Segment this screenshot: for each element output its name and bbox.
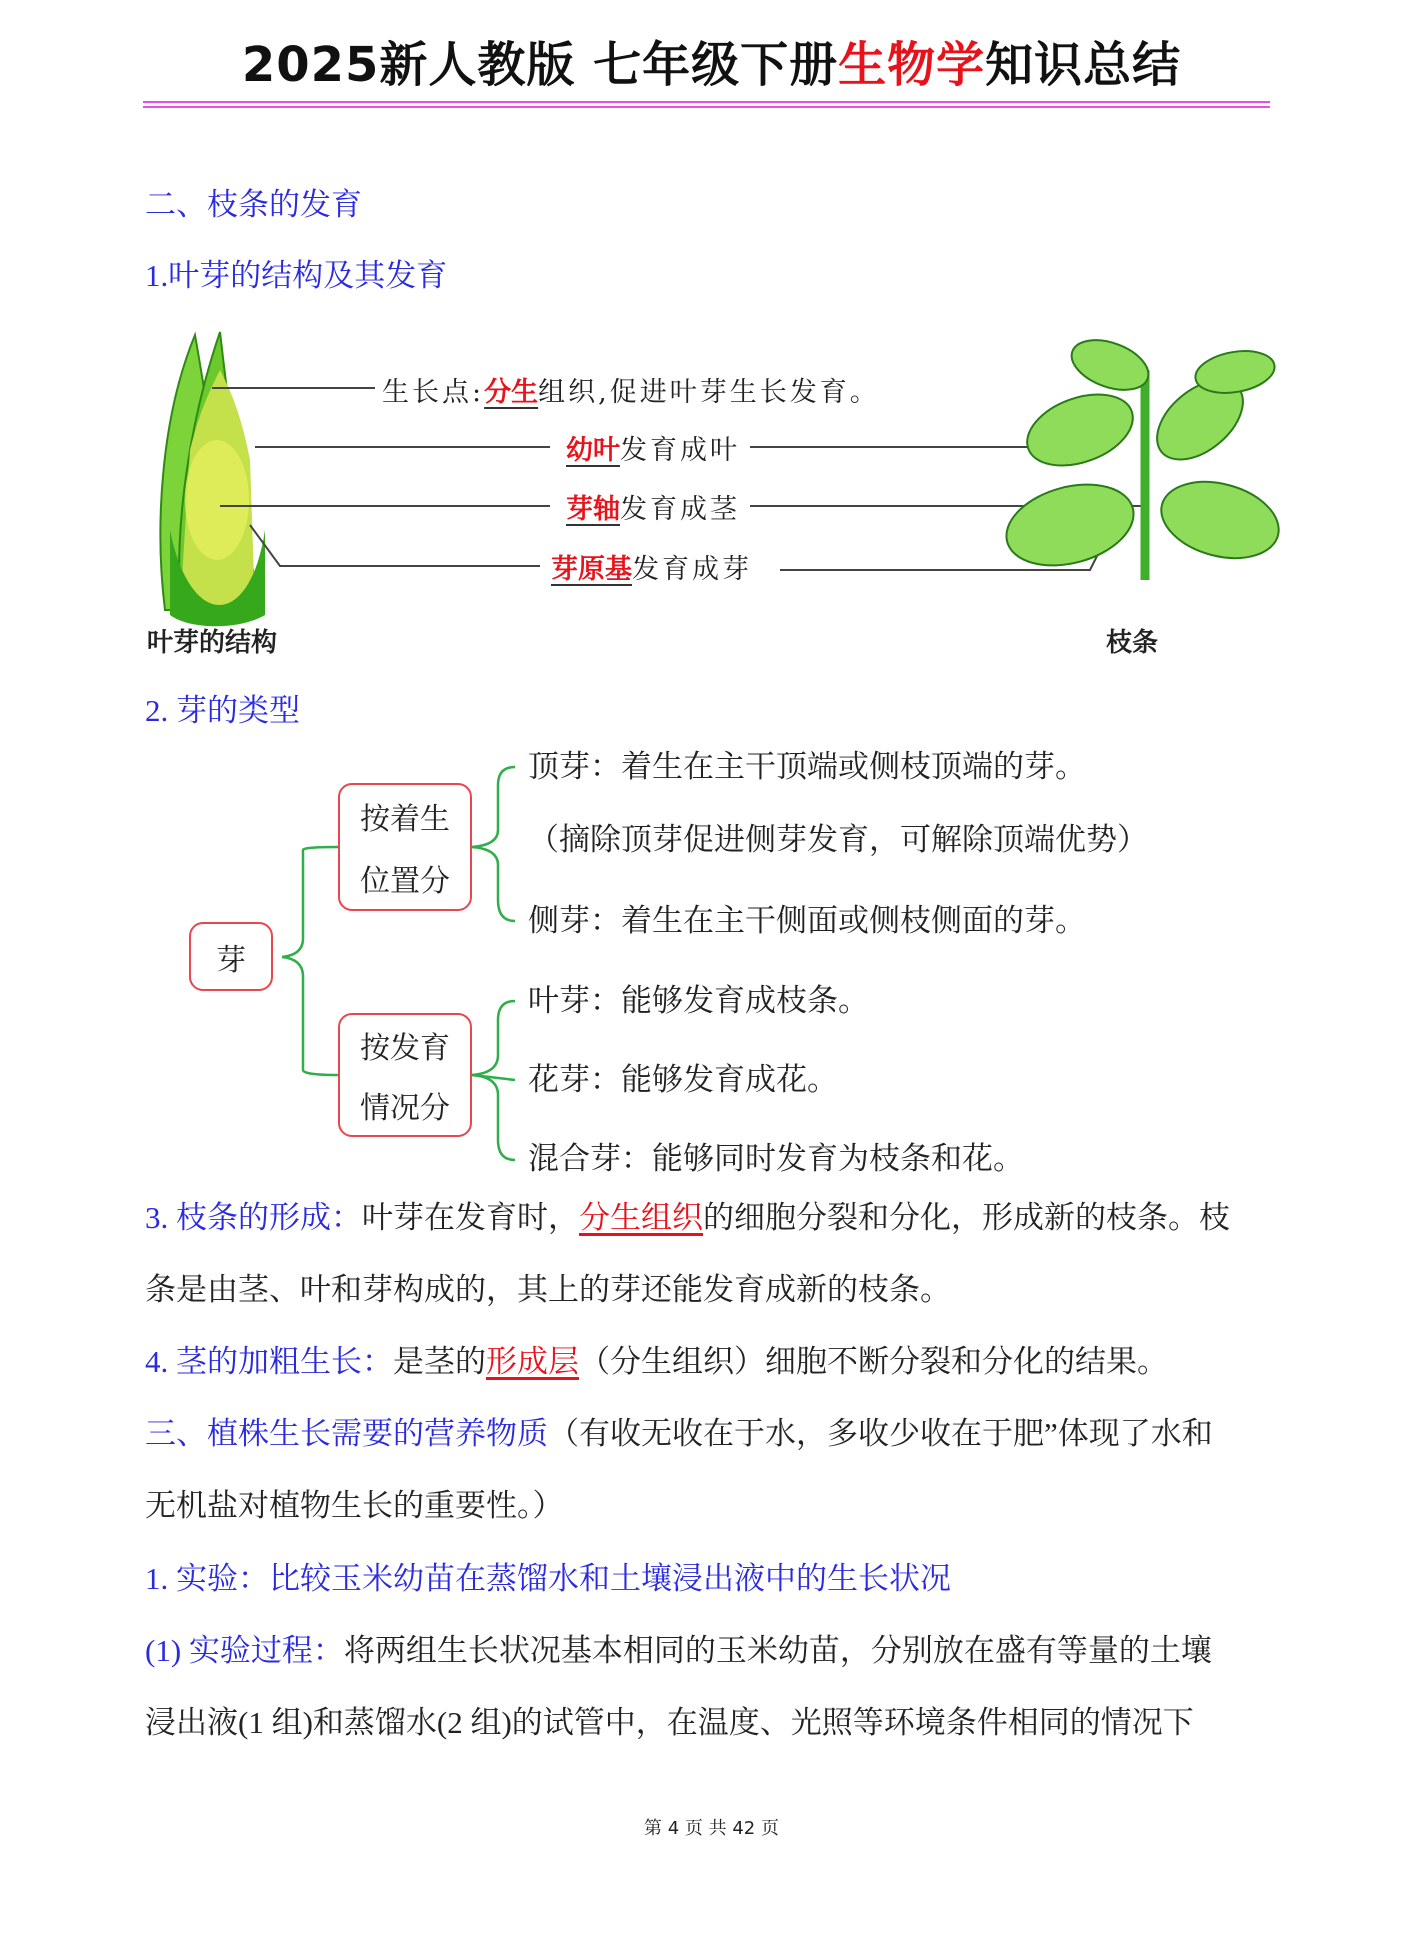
tree-item: 叶芽：能够发育成枝条。 xyxy=(528,983,869,1018)
tree-root-bud: 芽 xyxy=(189,922,273,991)
paragraph-experiment: (1) 实验过程：将两组生长状况基本相同的玉米幼苗，分别放在盛有等量的土壤 xyxy=(145,1633,1212,1668)
tree-item: 花芽：能够发育成花。 xyxy=(528,1062,838,1097)
section-heading-nutrients: 三、植株生长需要的营养物质（有收无收在于水，多收少收在于肥”体现了水和 xyxy=(145,1416,1213,1451)
label-bud-primordium: 芽原基发育成芽 xyxy=(551,554,752,585)
paragraph-line: 浸出液(1 组)和蒸馏水(2 组)的试管中，在温度、光照等环境条件相同的情况下 xyxy=(145,1705,1194,1740)
subheading: 1.叶芽的结构及其发育 xyxy=(145,258,448,293)
paragraph-line: 无机盐对植物生长的重要性。） xyxy=(145,1488,564,1523)
divider xyxy=(143,101,1270,103)
shoot-illustration xyxy=(997,331,1280,580)
tree-item: 混合芽：能够同时发育为枝条和花。 xyxy=(528,1141,1024,1176)
title-highlight: 生物学 xyxy=(838,37,986,93)
title-part: 2025新人教版 七年级下册 xyxy=(241,37,839,93)
paragraph-stem-thickening: 4. 茎的加粗生长：是茎的形成层（分生组织）细胞不断分裂和分化的结果。 xyxy=(145,1344,1168,1379)
paragraph-shoot-formation: 3. 枝条的形成：叶芽在发育时，分生组织的细胞分裂和分化，形成新的枝条。枝 xyxy=(145,1200,1230,1235)
paragraph-line: 条是由茎、叶和芽构成的，其上的芽还能发育成新的枝条。 xyxy=(145,1272,951,1307)
page-number: 第 4 页 共 42 页 xyxy=(644,1818,779,1839)
tree-note: （摘除顶芽促进侧芽发育，可解除顶端优势） xyxy=(528,822,1148,857)
divider xyxy=(143,106,1270,108)
subheading: 1. 实验：比较玉米幼苗在蒸馏水和土壤浸出液中的生长状况 xyxy=(145,1561,951,1596)
caption-leaf-bud: 叶芽的结构 xyxy=(147,628,278,658)
tree-group-position: 按着生 位置分 xyxy=(338,783,472,911)
label-bud-axis: 芽轴发育成茎 xyxy=(566,494,740,525)
leaf-bud-illustration xyxy=(160,332,265,626)
tree-item: 侧芽：着生在主干侧面或侧枝侧面的芽。 xyxy=(528,903,1086,938)
section-heading: 二、枝条的发育 xyxy=(145,187,362,222)
page-title xyxy=(0,26,1423,95)
tree-group-development: 按发育 情况分 xyxy=(338,1013,472,1137)
subheading: 2. 芽的类型 xyxy=(145,693,300,728)
tree-item: 顶芽：着生在主干顶端或侧枝顶端的芽。 xyxy=(528,749,1086,784)
label-growing-point: 生长点:分生组织,促进叶芽生长发育。 xyxy=(382,377,880,408)
label-young-leaf: 幼叶发育成叶 xyxy=(566,435,740,466)
caption-shoot: 枝条 xyxy=(1106,628,1159,658)
title-part: 知识总结 xyxy=(985,37,1182,93)
